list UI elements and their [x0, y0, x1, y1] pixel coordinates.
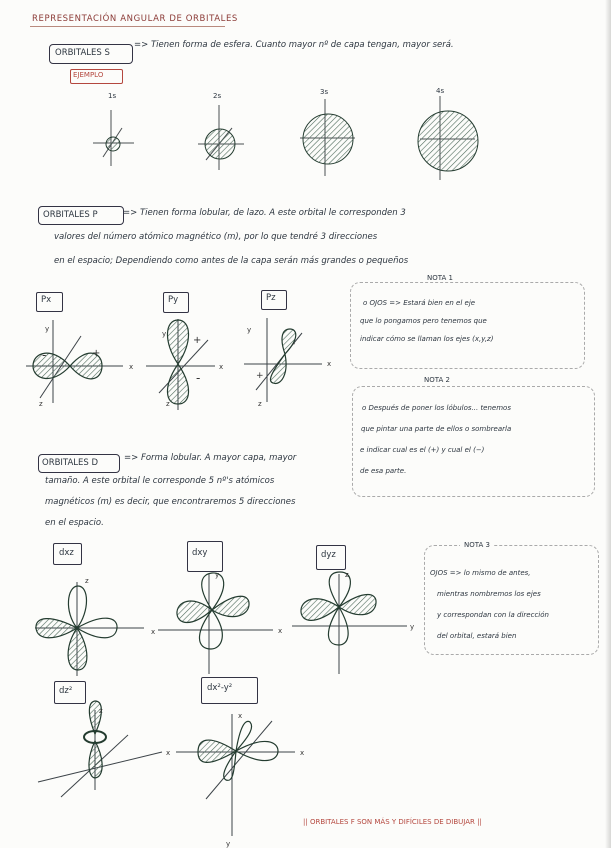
- s2-label: 2s: [213, 92, 222, 100]
- note-2-line2: que pintar una parte de ellos o sombrearla: [361, 425, 512, 433]
- dyz-label: dyz: [321, 550, 336, 560]
- svg-text:z: z: [99, 707, 103, 715]
- orbitales-p-label: ORBITALES P: [43, 210, 98, 220]
- svg-text:z: z: [39, 400, 43, 408]
- page-edge-shadow: [605, 0, 611, 848]
- note-1-line3: indicar cómo se llaman los ejes (x,y,z): [360, 335, 494, 343]
- svg-text:x: x: [151, 628, 156, 636]
- svg-text:x: x: [238, 712, 243, 720]
- s4-sphere: [418, 111, 478, 171]
- orbitales-d-label: ORBITALES D: [42, 458, 99, 468]
- orbitales-p-line3: en el espacio; Dependiendo como antes de la capa serán más grandes o pequeños: [54, 256, 409, 266]
- note-2-line4: de esa parte.: [360, 467, 407, 475]
- dxz-label: dxz: [59, 548, 74, 558]
- svg-text:x: x: [219, 363, 224, 371]
- dxy-label: dxy: [192, 548, 208, 558]
- svg-text:+: +: [193, 335, 202, 346]
- svg-text:y: y: [215, 571, 220, 579]
- dxy-orbital: [177, 573, 249, 649]
- orbitales-d-line2: tamaño. A este orbital le corresponde 5 nº's atómicos: [45, 476, 275, 486]
- s3-sphere: [303, 114, 353, 164]
- s2-sphere: [205, 129, 235, 159]
- orbitales-p-line1: => Tienen forma lobular, de lazo. A este orbital le corresponden 3: [123, 208, 406, 218]
- svg-text:x: x: [327, 360, 332, 368]
- svg-text:y: y: [162, 330, 167, 338]
- s3-label: 3s: [320, 88, 329, 96]
- py-orbital: [167, 320, 188, 404]
- note-3-line2: mientras nombremos los ejes: [437, 590, 541, 598]
- svg-text:y: y: [247, 326, 252, 334]
- svg-text:y: y: [226, 840, 231, 848]
- svg-text:x: x: [278, 627, 283, 635]
- footer-note: || ORBITALES F SON MÁS Y DIFÍCILES DE DIBUJAR ||: [303, 818, 482, 826]
- svg-text:+: +: [256, 371, 264, 381]
- note-2-line1: o Después de poner los lóbulos... tenemos: [362, 404, 511, 412]
- svg-text:z: z: [166, 400, 170, 408]
- pz-label: Pz: [266, 293, 276, 303]
- note-1-title: NOTA 1: [423, 274, 457, 282]
- s1-label: 1s: [108, 92, 117, 100]
- px-label: Px: [41, 295, 52, 305]
- note-1-line2: que lo pongamos pero tenemos que: [360, 317, 487, 325]
- dx2y2-label: dx²-y²: [207, 683, 233, 693]
- pz-orbital: [270, 329, 295, 383]
- note-3-line4: del orbital, estará bien: [437, 632, 517, 640]
- svg-text:-: -: [196, 371, 201, 385]
- dz2-label: dz²: [59, 686, 73, 696]
- s1-sphere: [106, 137, 120, 151]
- note-1-box: [350, 282, 585, 369]
- svg-text:-: -: [42, 348, 47, 362]
- svg-text:x: x: [166, 749, 171, 757]
- note-2-title: NOTA 2: [420, 376, 454, 384]
- s4-label: 4s: [436, 87, 445, 95]
- py-label: Py: [168, 295, 179, 305]
- orbitales-d-line1: => Forma lobular. A mayor capa, mayor: [124, 453, 297, 463]
- note-3-line3: y correspondan con la dirección: [437, 611, 549, 619]
- orbitales-d-line4: en el espacio.: [45, 518, 104, 528]
- svg-text:z: z: [345, 571, 349, 579]
- example-label: EJEMPLO: [73, 71, 104, 79]
- note-3-title: NOTA 3: [460, 541, 494, 549]
- page-title: REPRESENTACIÓN ANGULAR DE ORBITALES: [32, 14, 238, 24]
- svg-text:y: y: [410, 623, 415, 631]
- note-3-line1: OJOS => lo mismo de antes,: [430, 569, 531, 577]
- svg-text:z: z: [258, 400, 262, 408]
- svg-text:+: +: [92, 348, 101, 359]
- svg-text:y: y: [45, 325, 50, 333]
- orbitales-p-line2: valores del número atómico magnético (m), por lo que tendré 3 direcciones: [54, 232, 378, 242]
- dx2y2-orbital: [198, 721, 278, 780]
- svg-text:x: x: [300, 749, 305, 757]
- note-2-line3: e indicar cual es el (+) y cual el (−): [360, 446, 485, 454]
- note-2-box: [352, 386, 595, 497]
- orbitales-s-text: => Tienen forma de esfera. Cuanto mayor nº de capa tengan, mayor será.: [134, 40, 454, 50]
- orbitales-s-label: ORBITALES S: [55, 48, 110, 58]
- svg-text:x: x: [129, 363, 134, 371]
- svg-text:z: z: [85, 577, 89, 585]
- orbitales-d-line3: magnéticos (m) es decir, que encontraremos 5 direcciones: [45, 497, 296, 507]
- note-1-line1: o OJOS => Estará bien en el eje: [363, 299, 476, 307]
- svg-text:-: -: [292, 339, 296, 349]
